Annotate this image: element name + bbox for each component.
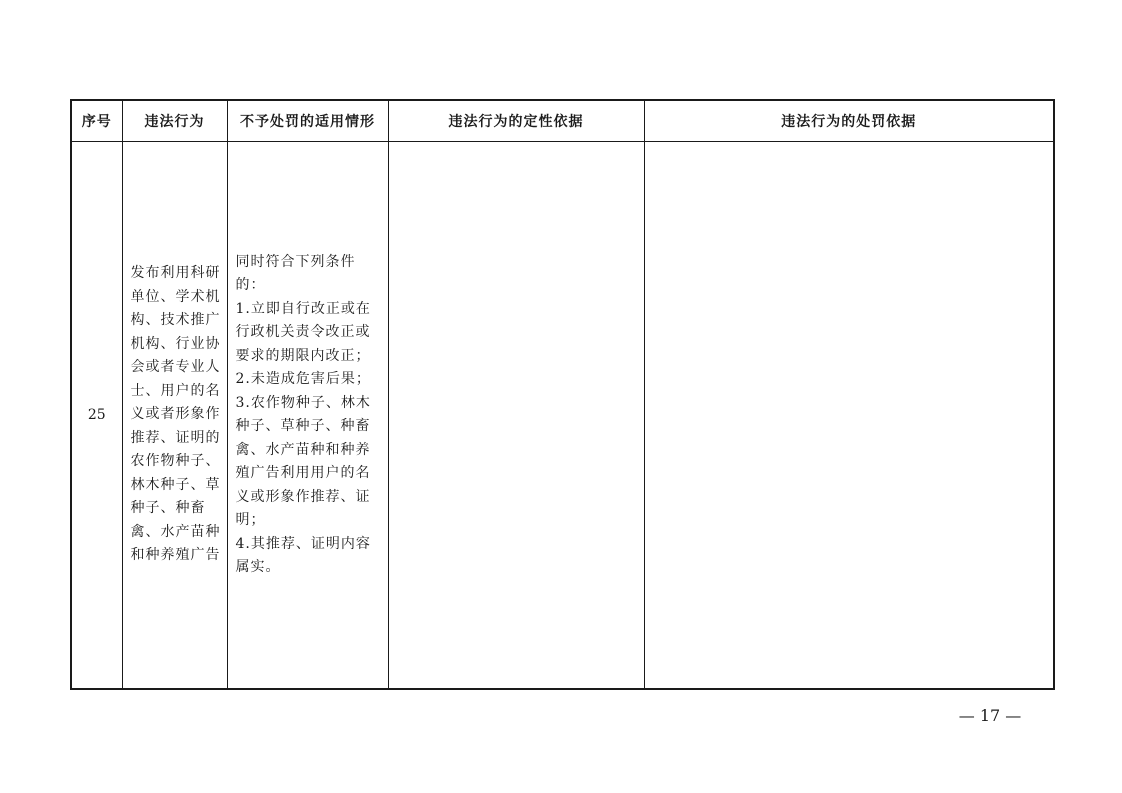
row-number: 25 <box>71 142 122 690</box>
table-row <box>71 142 1054 690</box>
page-number: — 17 — <box>958 706 1022 725</box>
header-no: 序号 <box>71 100 122 142</box>
violation-table <box>70 99 1055 690</box>
header-violation: 违法行为 <box>122 100 227 142</box>
penalty-basis-cell <box>644 142 1054 690</box>
violation-description: 发布利用科研单位、学术机构、技术推广机构、行业协会或者专业人士、用户的名义或者形象作推荐、证明的农作物种子、林木种子、草种子、种畜禽、水产苗种和种养殖广告 <box>122 142 227 690</box>
header-penalty-basis: 违法行为的处罚依据 <box>644 100 1054 142</box>
header-qualification-basis: 违法行为的定性依据 <box>388 100 644 142</box>
table-header-row <box>71 100 1054 142</box>
qualification-basis-cell <box>388 142 644 690</box>
header-exemption: 不予处罚的适用情形 <box>227 100 388 142</box>
exemption-conditions: 同时符合下列条件的： 1.立即自行改正或在行政机关责令改正或要求的期限内改正； 2.未造成危害后果； 3.农作物种子、林木种子、草种子、种畜禽、水产苗种和种养殖广告利用用户的名义或形象作推荐、证明； 4.其推荐、证明内容属实。 <box>227 142 388 690</box>
